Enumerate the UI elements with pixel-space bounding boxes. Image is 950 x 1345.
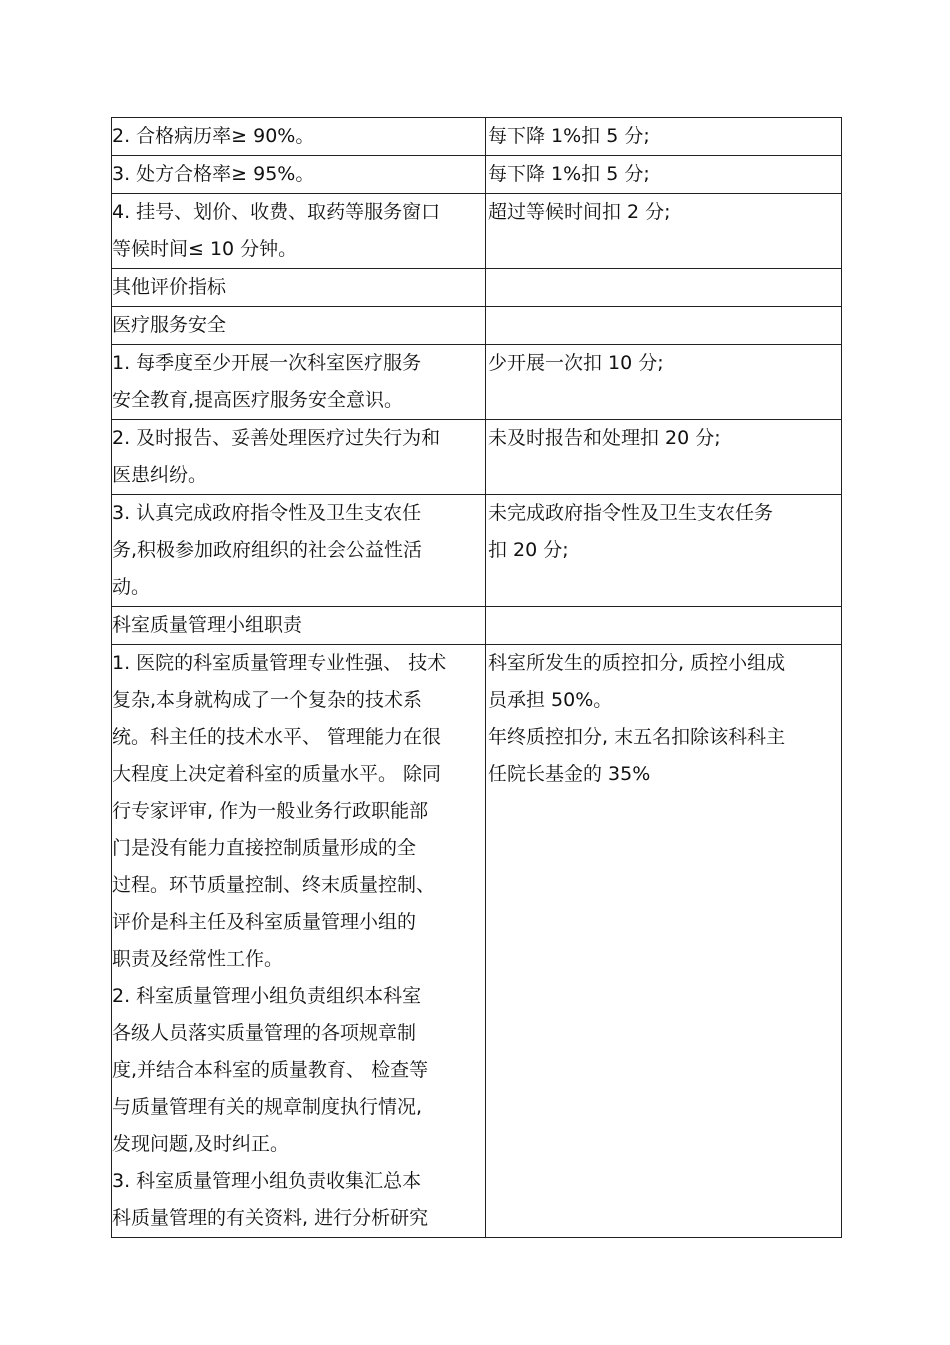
criteria-line: 大程度上决定着科室的质量水平。 除同 xyxy=(112,763,442,785)
table-row xyxy=(112,307,842,345)
criteria-line: 3. 认真完成政府指令性及卫生支农任 xyxy=(112,502,422,524)
deduction-cell xyxy=(486,269,842,307)
criteria-cell xyxy=(112,495,486,607)
deduction-cell xyxy=(486,118,842,156)
table-row xyxy=(112,118,842,156)
deduction-line: 扣 20 分; xyxy=(488,539,569,561)
criteria-line: 门是没有能力直接控制质量形成的全 xyxy=(112,837,417,859)
criteria-line: 过程。环节质量控制、终末质量控制、 xyxy=(112,874,436,896)
deduction-cell xyxy=(486,194,842,269)
deduction-cell xyxy=(486,420,842,495)
section-heading: 医疗服务安全 xyxy=(112,314,227,336)
criteria-line: 评价是科主任及科室质量管理小组的 xyxy=(112,911,417,933)
criteria-line: 医患纠纷。 xyxy=(112,464,208,486)
table-row xyxy=(112,607,842,645)
deduction-line: 少开展一次扣 10 分; xyxy=(488,352,664,374)
criteria-line: 2. 及时报告、妥善处理医疗过失行为和 xyxy=(112,427,441,449)
deduction-cell xyxy=(486,645,842,1238)
section-heading: 科室质量管理小组职责 xyxy=(112,614,303,636)
deduction-line: 任院长基金的 35% xyxy=(488,763,651,785)
deduction-line: 未完成政府指令性及卫生支农任务 xyxy=(488,502,774,524)
table-row xyxy=(112,645,842,1238)
table-row xyxy=(112,156,842,194)
criteria-cell xyxy=(112,156,486,194)
criteria-cell xyxy=(112,118,486,156)
criteria-cell xyxy=(112,645,486,1238)
deduction-line: 每下降 1%扣 5 分; xyxy=(488,163,650,185)
criteria-line: 各级人员落实质量管理的各项规章制 xyxy=(112,1022,417,1044)
deduction-line: 科室所发生的质控扣分, 质控小组成 xyxy=(488,652,786,674)
criteria-line: 复杂,本身就构成了一个复杂的技术系 xyxy=(112,689,423,711)
criteria-line: 务,积极参加政府组织的社会公益性活 xyxy=(112,539,423,561)
criteria-line: 职责及经常性工作。 xyxy=(112,948,284,970)
table-row xyxy=(112,269,842,307)
section-heading: 其他评价指标 xyxy=(112,276,227,298)
criteria-line: 统。科主任的技术水平、 管理能力在很 xyxy=(112,726,442,748)
criteria-line: 2. 科室质量管理小组负责组织本科室 xyxy=(112,985,422,1007)
deduction-line: 每下降 1%扣 5 分; xyxy=(488,125,650,147)
deduction-cell xyxy=(486,495,842,607)
criteria-line: 度,并结合本科室的质量教育、 检查等 xyxy=(112,1059,429,1081)
table-row xyxy=(112,194,842,269)
deduction-cell xyxy=(486,156,842,194)
criteria-line: 3. 处方合格率≥ 95%。 xyxy=(112,163,315,185)
criteria-cell xyxy=(112,420,486,495)
deduction-line: 未及时报告和处理扣 20 分; xyxy=(488,427,721,449)
criteria-line: 4. 挂号、划价、收费、取药等服务窗口 xyxy=(112,201,441,223)
table-row xyxy=(112,495,842,607)
evaluation-table xyxy=(111,117,842,1238)
section-heading-cell xyxy=(112,607,486,645)
deduction-line: 超过等候时间扣 2 分; xyxy=(488,201,671,223)
criteria-line: 行专家评审, 作为一般业务行政职能部 xyxy=(112,800,429,822)
deduction-cell xyxy=(486,345,842,420)
deduction-cell xyxy=(486,607,842,645)
table-row xyxy=(112,420,842,495)
criteria-line: 动。 xyxy=(112,576,151,598)
criteria-line: 与质量管理有关的规章制度执行情况, xyxy=(112,1096,423,1118)
criteria-line: 2. 合格病历率≥ 90%。 xyxy=(112,125,315,147)
criteria-line: 安全教育,提高医疗服务安全意识。 xyxy=(112,389,404,411)
criteria-cell xyxy=(112,345,486,420)
criteria-line: 科质量管理的有关资料, 进行分析研究 xyxy=(112,1207,429,1229)
criteria-line: 3. 科室质量管理小组负责收集汇总本 xyxy=(112,1170,422,1192)
criteria-cell xyxy=(112,194,486,269)
deduction-line: 员承担 50%。 xyxy=(488,689,613,711)
table-row xyxy=(112,345,842,420)
criteria-line: 发现问题,及时纠正。 xyxy=(112,1133,290,1155)
criteria-line: 1. 每季度至少开展一次科室医疗服务 xyxy=(112,352,422,374)
section-heading-cell xyxy=(112,307,486,345)
criteria-line: 等候时间≤ 10 分钟。 xyxy=(112,238,298,260)
deduction-line: 年终质控扣分, 末五名扣除该科科主 xyxy=(488,726,786,748)
deduction-cell xyxy=(486,307,842,345)
criteria-line: 1. 医院的科室质量管理专业性强、 技术 xyxy=(112,652,447,674)
section-heading-cell xyxy=(112,269,486,307)
